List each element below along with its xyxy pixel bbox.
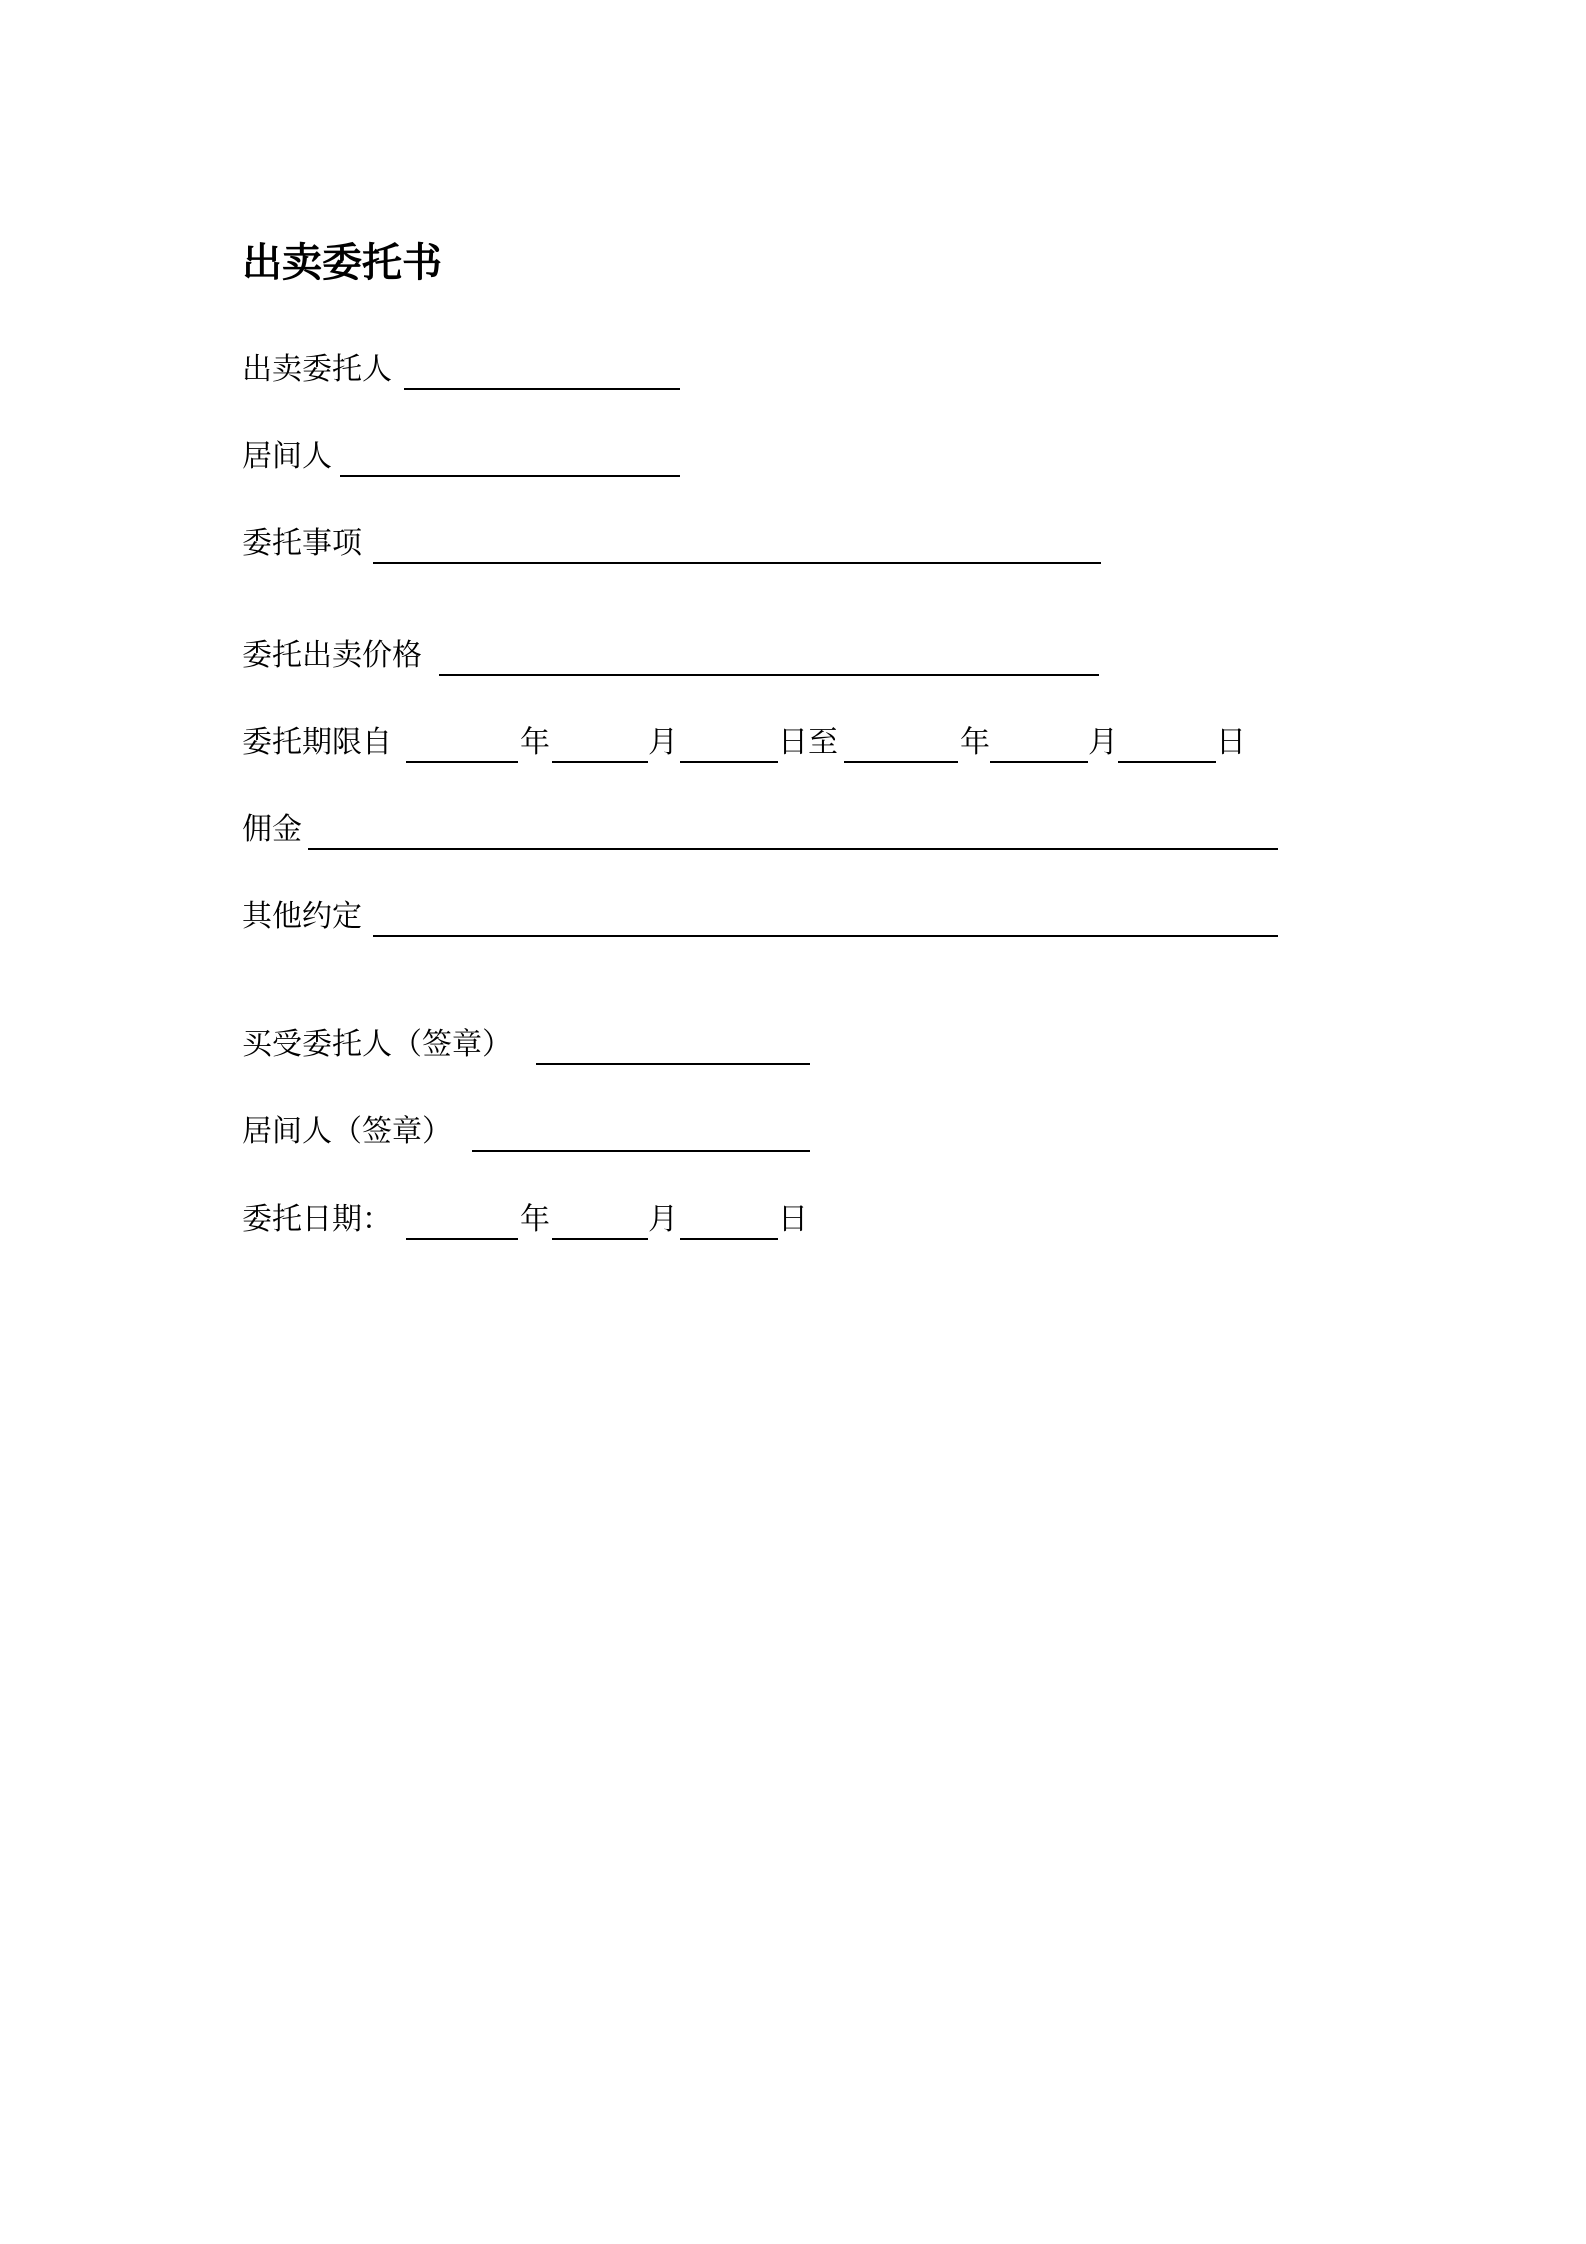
period-end-month-field[interactable] (990, 761, 1088, 763)
date-year-field[interactable] (406, 1238, 518, 1240)
period-start-month-label: 月 (648, 725, 678, 760)
other-terms-row (242, 895, 1282, 939)
price-label: 委托出卖价格 (242, 638, 422, 673)
broker-field[interactable] (340, 475, 680, 477)
period-end-year-label: 年 (960, 725, 990, 760)
matter-label: 委托事项 (242, 526, 362, 561)
date-year-label: 年 (520, 1202, 550, 1237)
period-start-year-field[interactable] (406, 761, 518, 763)
buyer-signature-field[interactable] (536, 1063, 810, 1065)
seller-field[interactable] (404, 388, 680, 390)
date-day-label: 日 (778, 1202, 808, 1237)
date-day-field[interactable] (680, 1238, 778, 1240)
broker-signature-row (242, 1110, 822, 1154)
period-end-day-label: 日 (1216, 725, 1246, 760)
broker-label: 居间人 (242, 439, 332, 474)
matter-field[interactable] (373, 562, 1101, 564)
broker-signature-field[interactable] (472, 1150, 810, 1152)
period-end-year-field[interactable] (844, 761, 958, 763)
period-start-year-label: 年 (520, 725, 550, 760)
period-end-day-field[interactable] (1118, 761, 1216, 763)
date-label: 委托日期： (242, 1202, 392, 1237)
seller-row (242, 348, 682, 392)
matter-row (242, 522, 1102, 566)
buyer-signature-row (242, 1023, 822, 1067)
commission-row (242, 808, 1282, 852)
period-start-month-field[interactable] (552, 761, 648, 763)
commission-label: 佣金 (242, 812, 302, 847)
price-field[interactable] (439, 674, 1099, 676)
period-label: 委托期限自 (242, 725, 392, 760)
period-start-day-to-label: 日至 (778, 725, 838, 760)
other-terms-field[interactable] (373, 935, 1278, 937)
broker-signature-label: 居间人（签章） (242, 1114, 452, 1149)
seller-label: 出卖委托人 (242, 352, 392, 387)
buyer-signature-label: 买受委托人（签章） (242, 1027, 512, 1062)
other-terms-label: 其他约定 (242, 899, 362, 934)
price-row (242, 634, 1102, 678)
date-month-label: 月 (648, 1202, 678, 1237)
document-title: 出卖委托书 (242, 240, 442, 286)
date-row (242, 1198, 842, 1242)
commission-field[interactable] (308, 848, 1278, 850)
period-end-month-label: 月 (1088, 725, 1118, 760)
broker-row (242, 435, 682, 479)
period-start-day-field[interactable] (680, 761, 778, 763)
period-row (242, 721, 1282, 765)
date-month-field[interactable] (552, 1238, 648, 1240)
